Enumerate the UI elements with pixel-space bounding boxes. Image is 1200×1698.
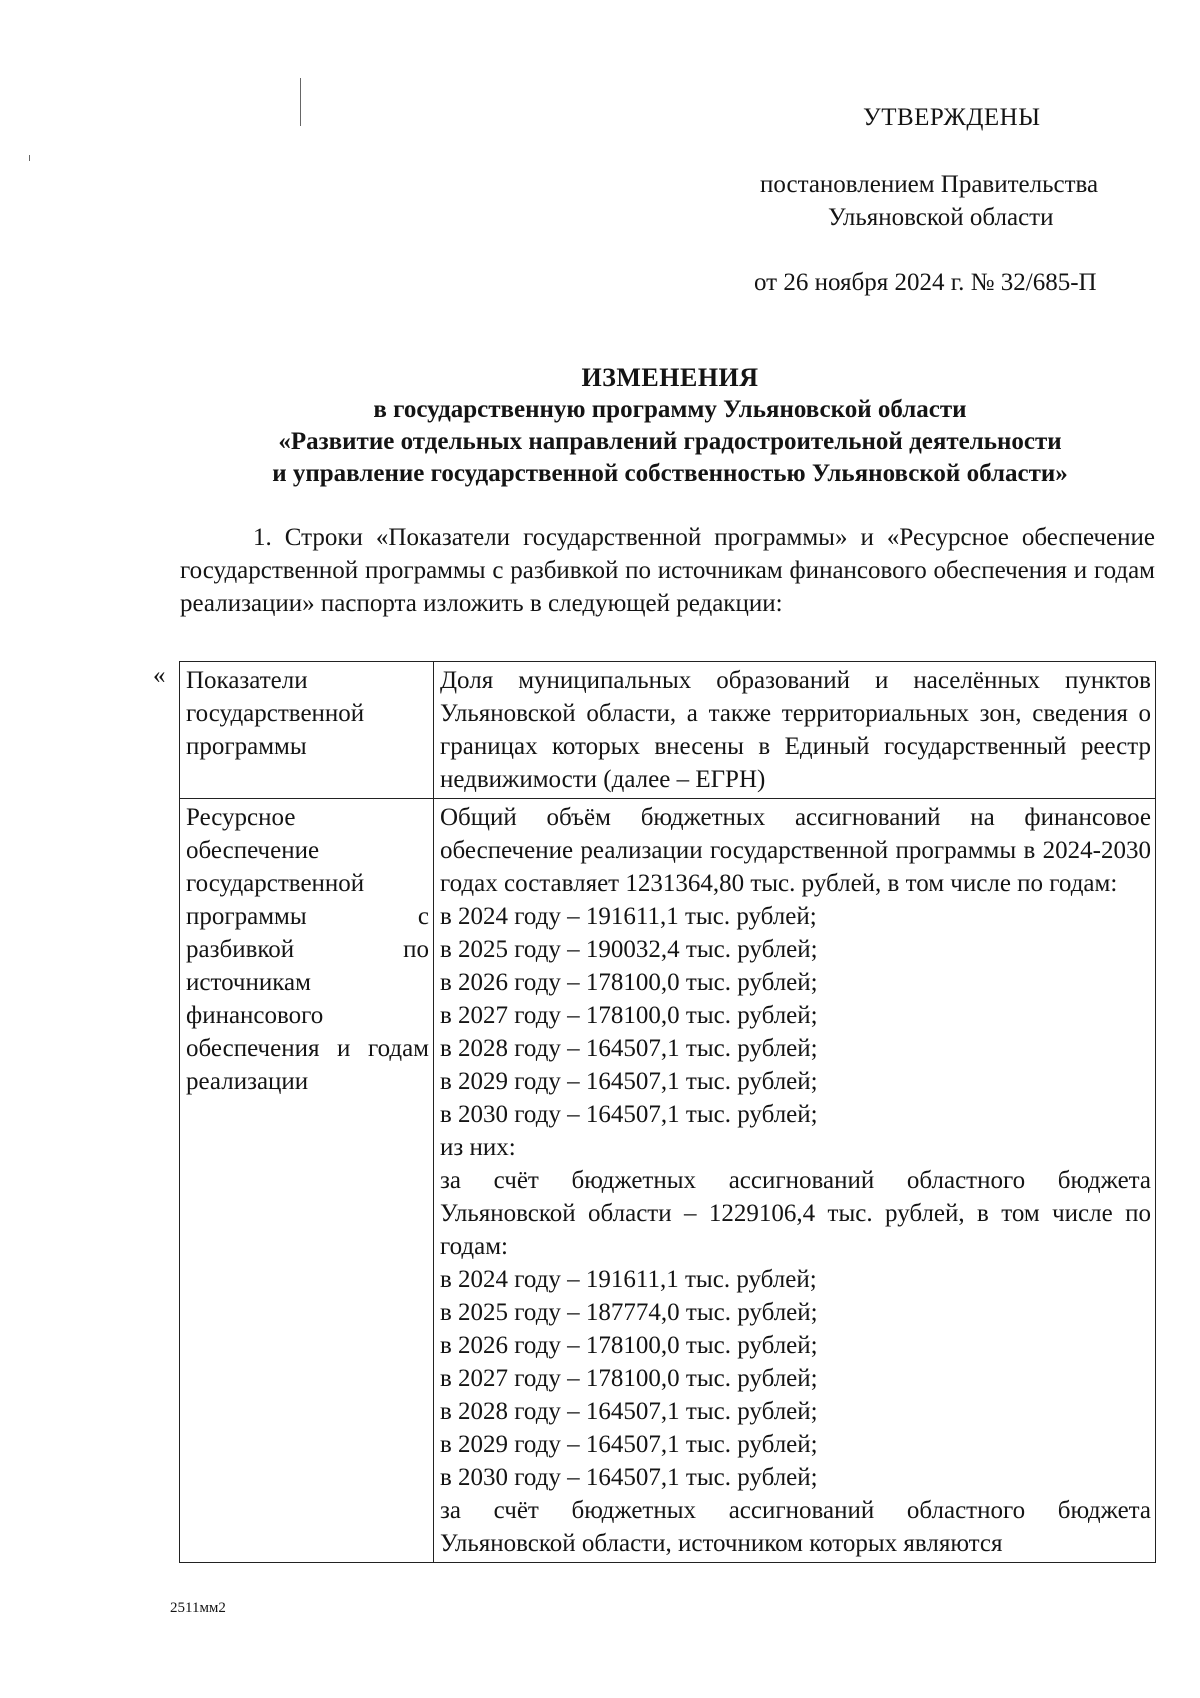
approval-date-number: от 26 ноября 2024 г. № 32/685-П	[754, 269, 1097, 296]
regional-year-line: в 2030 году – 164507,1 тыс. рублей;	[440, 1464, 818, 1491]
title-main: ИЗМЕНЕНИЯ	[581, 363, 759, 392]
funding-year-line: в 2028 году – 164507,1 тыс. рублей;	[440, 1035, 818, 1062]
row-label-indicators: Показатели государственной программы	[180, 662, 434, 799]
approval-word: УТВЕРЖДЕНЫ	[863, 104, 1041, 131]
row-value-resources	[434, 799, 1156, 1563]
row-label-resources: Ресурсное обеспечение государственной программы с разбивкой по источникам финансового обеспечения и годам реализации	[180, 799, 434, 1563]
regional-budget-intro: за счёт бюджетных ассигнований областного бюджета Ульяновской области – 1229106,4 тыс. рублей, в том числе по годам:	[440, 1167, 1151, 1260]
funding-intro: Общий объём бюджетных ассигнований на финансовое обеспечение реализации государственной программы в 2024-2030 годах составляет 1231364,80 тыс. рублей, в том числе по годам:	[440, 804, 1151, 897]
table-row	[180, 799, 1156, 1563]
passport-table	[179, 661, 1156, 1563]
row-value-indicators: Доля муниципальных образований и населённых пунктов Ульяновской области, а также территориальных зон, сведения о границах которых внесены в Единый государственный реестр недвижимости (далее – ЕГРН)	[434, 662, 1156, 799]
title-line-1: в государственную программу Ульяновской области	[373, 396, 967, 423]
title-line-2: «Развитие отдельных направлений градостроительной деятельности	[278, 428, 1062, 455]
table-row	[180, 662, 1156, 799]
amendment-paragraph: 1. Строки «Показатели государственной программы» и «Ресурсное обеспечение государственной программы с разбивкой по источникам финансового обеспечения и годам реализации» паспорта изложить в следующей редакции:	[180, 524, 1155, 617]
regional-year-line: в 2027 году – 178100,0 тыс. рублей;	[440, 1365, 818, 1392]
regional-year-line: в 2028 году – 164507,1 тыс. рублей;	[440, 1398, 818, 1425]
footer-code: 2511мм2	[170, 1600, 226, 1616]
funding-year-line: в 2025 году – 190032,4 тыс. рублей;	[440, 936, 818, 963]
regional-year-line: в 2025 году – 187774,0 тыс. рублей;	[440, 1299, 818, 1326]
regional-year-line: в 2024 году – 191611,1 тыс. рублей;	[440, 1266, 817, 1293]
funding-year-line: в 2030 году – 164507,1 тыс. рублей;	[440, 1101, 818, 1128]
title-line-3: и управление государственной собственностью Ульяновской области»	[272, 460, 1068, 487]
approval-line-1: постановлением Правительства	[760, 171, 1099, 198]
regional-source-text: за счёт бюджетных ассигнований областного бюджета Ульяновской области, источником которых являются	[440, 1497, 1151, 1557]
approval-line-2: Ульяновской области	[828, 204, 1054, 231]
of-them-label: из них:	[440, 1134, 516, 1161]
scan-mark	[29, 155, 30, 161]
funding-year-line: в 2027 году – 178100,0 тыс. рублей;	[440, 1002, 818, 1029]
quote-mark: «	[153, 662, 166, 689]
document-title	[130, 362, 1200, 490]
scan-mark	[300, 78, 301, 126]
regional-year-line: в 2026 году – 178100,0 тыс. рублей;	[440, 1332, 818, 1359]
funding-year-line: в 2026 году – 178100,0 тыс. рублей;	[440, 969, 818, 996]
regional-year-line: в 2029 году – 164507,1 тыс. рублей;	[440, 1431, 818, 1458]
funding-year-line: в 2029 году – 164507,1 тыс. рублей;	[440, 1068, 818, 1095]
funding-year-line: в 2024 году – 191611,1 тыс. рублей;	[440, 903, 817, 930]
